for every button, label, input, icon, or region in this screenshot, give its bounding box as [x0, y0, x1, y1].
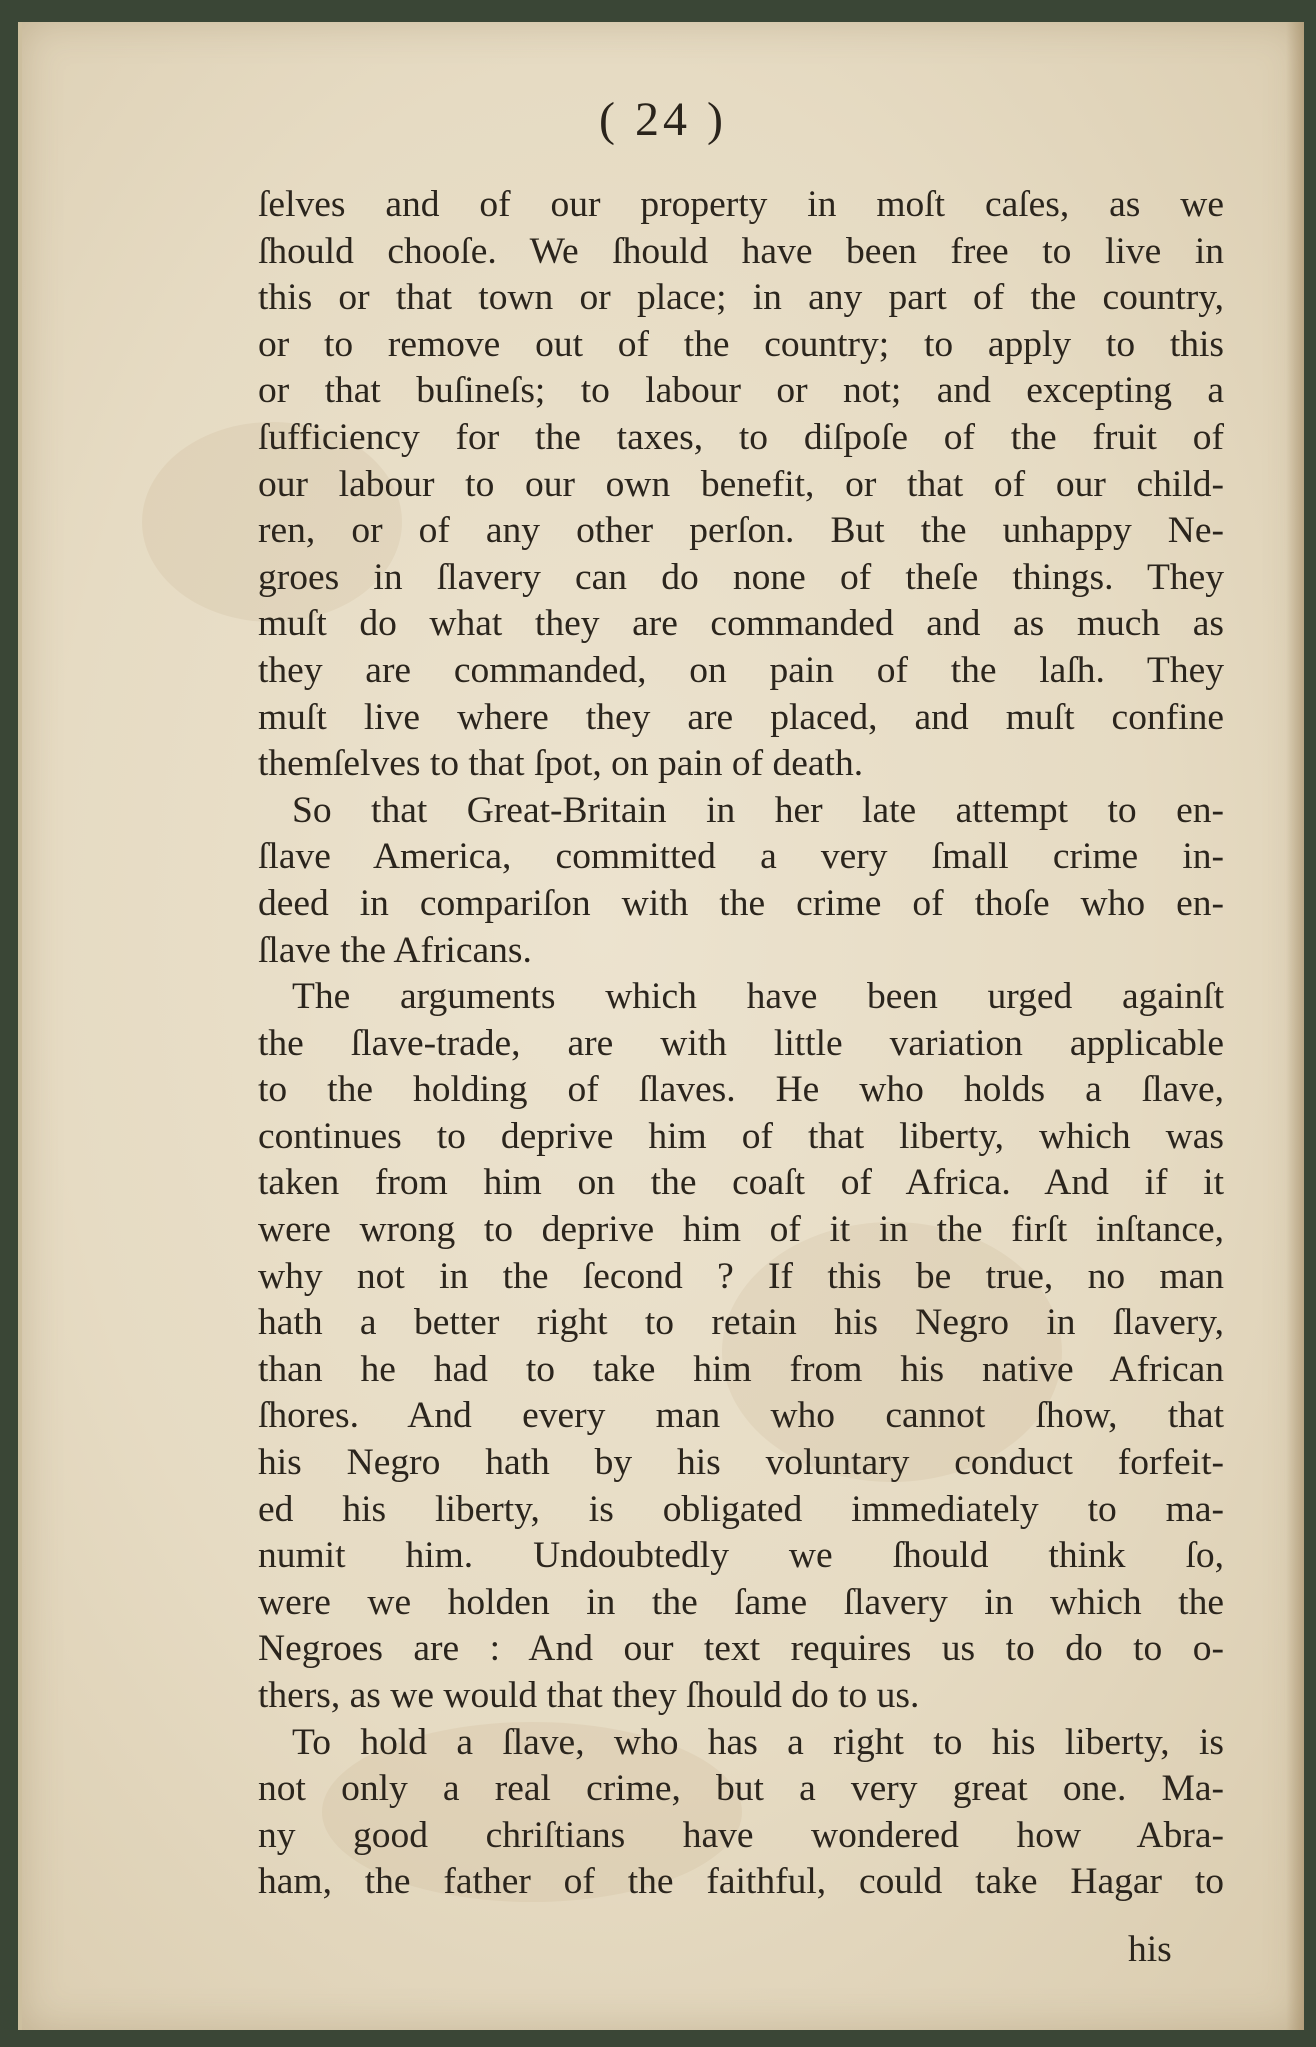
text-line: taken from him on the coaſt of Africa. And if it: [258, 1162, 1224, 1204]
paragraph: [258, 1720, 1224, 1906]
text-line: were wrong to deprive him of it in the firſt inſtance,: [258, 1209, 1224, 1251]
text-line: numit him. Undoubtedly we ſhould think ſo,: [258, 1535, 1224, 1577]
text-line: our labour to our own benefit, or that of our child-: [258, 463, 1224, 505]
text-line: the ſlave-trade, are with little variation applicable: [258, 1022, 1224, 1064]
text-line: Negroes are : And our text requires us to do to o-: [258, 1628, 1224, 1670]
text-line: ſufficiency for the taxes, to diſpoſe of the fruit of: [258, 416, 1224, 458]
text-line: why not in the ſecond ? If this be true, no man: [258, 1255, 1224, 1297]
text-line: ſlave America, committed a very ſmall crime in-: [258, 836, 1224, 878]
text-line: The arguments which have been urged againſt: [292, 976, 1224, 1018]
page-number: ( 24 ): [599, 93, 727, 146]
text-line: To hold a ſlave, who has a right to his liberty, is: [292, 1721, 1224, 1763]
text-line: ſhould chooſe. We ſhould have been free to live in: [258, 230, 1224, 272]
text-line: ham, the father of the faithful, could take Hagar to: [258, 1861, 1224, 1903]
text-line: were we holden in the ſame ſlavery in which the: [258, 1581, 1224, 1623]
body-text: [258, 182, 1224, 1906]
text-line: or that buſineſs; to labour or not; and excepting a: [258, 370, 1224, 412]
text-line: thers, as we would that they ſhould do to us.: [258, 1675, 920, 1716]
text-line: muſt live where they are placed, and muſt confine: [258, 696, 1224, 738]
paragraph: [258, 788, 1224, 974]
text-line: ſlave the Africans.: [258, 929, 532, 971]
page-gutter-shadow: [1286, 22, 1304, 2030]
text-line: they are commanded, on pain of the laſh. They: [258, 649, 1224, 691]
text-line: or to remove out of the country; to apply to this: [258, 323, 1224, 365]
text-line: ſelves and of our property in moſt caſes, as we: [258, 184, 1224, 225]
text-line: groes in ſlavery can do none of theſe things. They: [258, 556, 1224, 598]
paragraph: [258, 182, 1224, 788]
text-line: deed in compariſon with the crime of thoſe who en-: [258, 882, 1224, 924]
text-line: ren, or of any other perſon. But the unhappy Ne-: [258, 510, 1224, 552]
text-line: continues to deprive him of that liberty, which was: [258, 1115, 1224, 1157]
text-line: ſhores. And every man who cannot ſhow, that: [258, 1395, 1224, 1437]
text-line: to the holding of ſlaves. He who holds a ſlave,: [258, 1069, 1224, 1111]
text-line: this or that town or place; in any part of the country,: [258, 277, 1224, 319]
text-line: ny good chriſtians have wondered how Abra-: [258, 1814, 1224, 1856]
text-line: So that Great-Britain in her late attempt to en-: [292, 789, 1224, 831]
text-line: themſelves to that ſpot, on pain of death.: [258, 743, 864, 785]
text-line: ed his liberty, is obligated immediately to ma-: [258, 1488, 1224, 1530]
paragraph: [258, 974, 1224, 1720]
text-line: not only a real crime, but a very great one. Ma-: [258, 1768, 1224, 1810]
text-line: hath a better right to retain his Negro in ſlavery,: [258, 1302, 1224, 1344]
text-line: his Negro hath by his voluntary conduct forfeit-: [258, 1442, 1224, 1484]
catchword: his: [1128, 1929, 1172, 1970]
text-line: than he had to take him from his native African: [258, 1348, 1224, 1390]
paper-page: [18, 22, 1304, 2030]
text-line: muſt do what they are commanded and as much as: [258, 603, 1224, 645]
